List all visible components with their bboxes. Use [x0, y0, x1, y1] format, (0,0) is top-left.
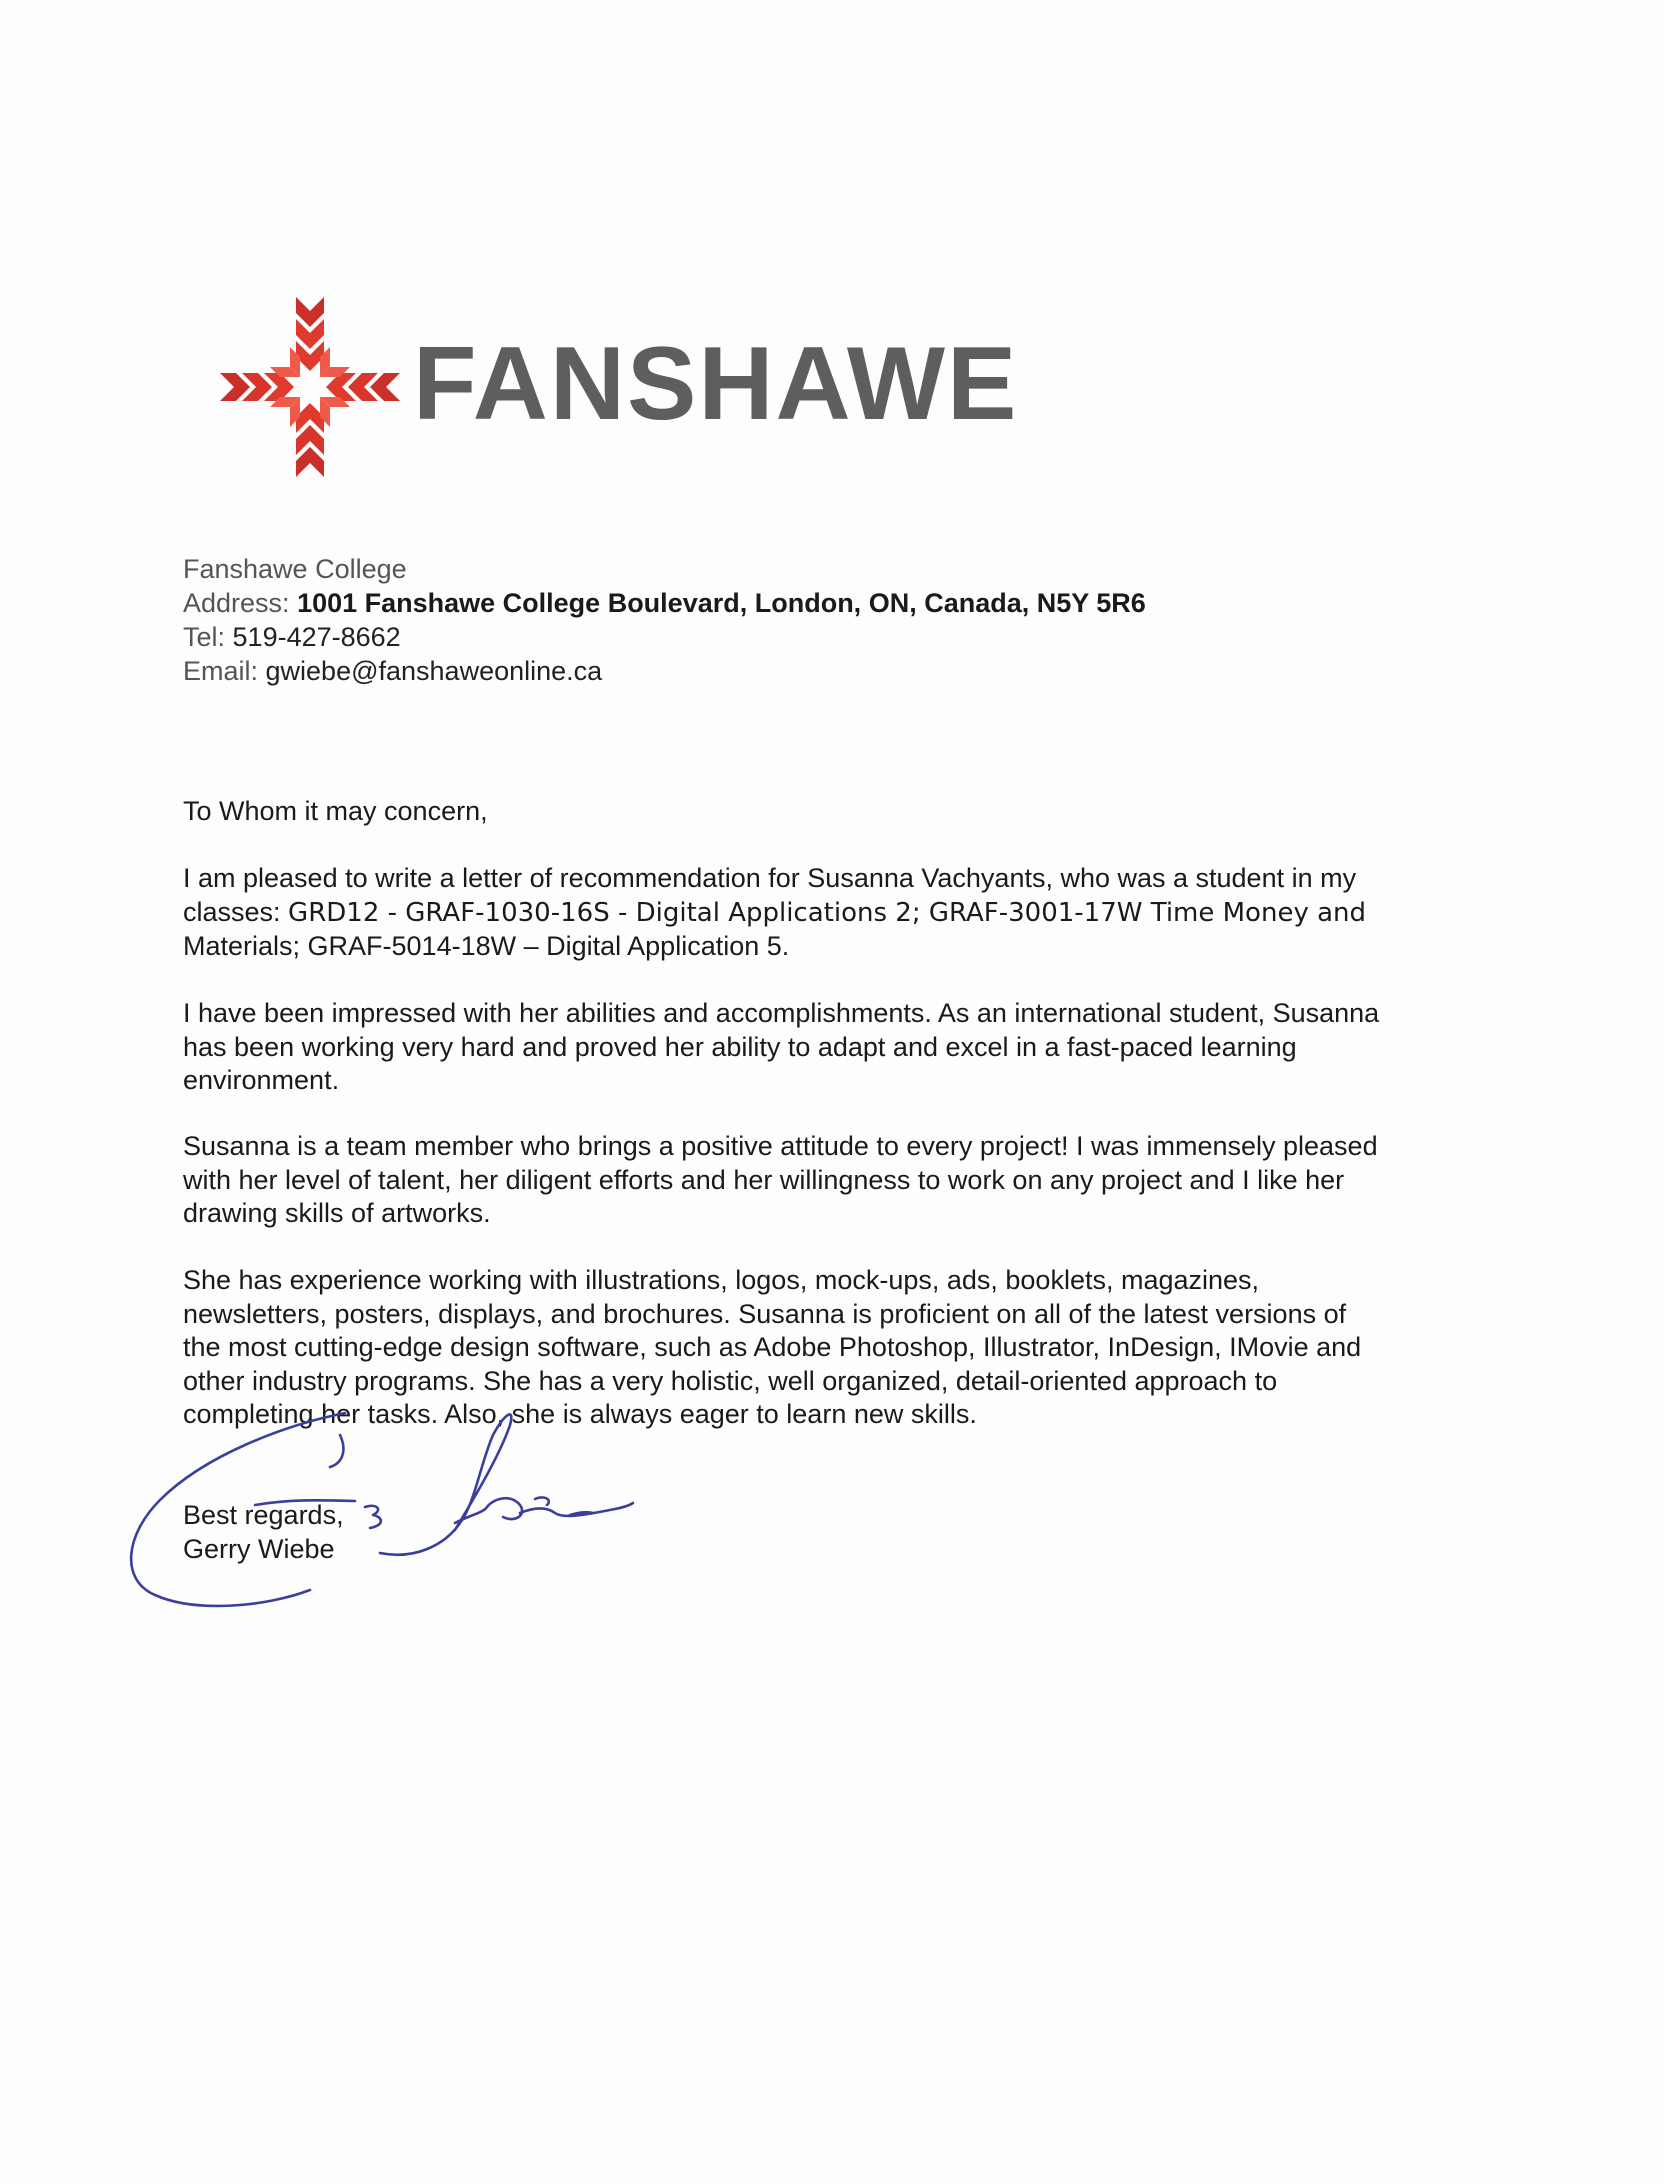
tel-row: [183, 620, 1146, 654]
course-list: GRD12 - GRAF-1030-16S - Digital Applications 2; GRAF-3001-17W Time Money and: [288, 897, 1367, 928]
paragraph-line: completing her tasks. Also, she is always eager to learn new skills.: [183, 1399, 977, 1429]
tel-label: Tel:: [183, 622, 233, 652]
email-row: [183, 654, 1146, 688]
logo-wordmark: FANSHAWE: [413, 326, 1019, 442]
college-name: Fanshawe College: [183, 554, 407, 584]
paragraph-line: with her level of talent, her diligent efforts and her willingness to work on any project and I like her: [183, 1164, 1345, 1195]
address-value: 1001 Fanshawe College Boulevard, London, ON, Canada, N5Y 5R6: [297, 588, 1146, 618]
address-block: [183, 552, 1146, 688]
classes-prefix: classes:: [183, 896, 289, 927]
paragraph-line: drawing skills of artworks.: [183, 1198, 491, 1228]
closing-block: [183, 1499, 1503, 1566]
paragraph-1: [183, 862, 1503, 964]
closing-text: Best regards,: [183, 1500, 344, 1530]
paragraph-line: other industry programs. She has a very holistic, well organized, detail-oriented approach to: [183, 1365, 1278, 1396]
paragraph-4: [183, 1264, 1503, 1432]
paragraph-line: has been working very hard and proved her ability to adapt and excel in a fast-paced learning: [183, 1031, 1297, 1062]
paragraph-line: [183, 896, 1503, 931]
paragraph-3: [183, 1130, 1503, 1231]
fanshawe-logo: [215, 292, 1035, 482]
paragraph-line: newsletters, posters, displays, and brochures. Susanna is proficient on all of the latest versions of: [183, 1298, 1347, 1329]
fanshawe-snowflake-icon: [215, 292, 405, 482]
paragraph-line: I have been impressed with her abilities and accomplishments. As an international student, Susanna: [183, 998, 1380, 1028]
paragraph-line: I am pleased to write a letter of recommendation for Susanna Vachyants, who was a student in my: [183, 863, 1357, 893]
paragraph-line: the most cutting-edge design software, such as Adobe Photoshop, Illustrator, InDesign, IMovie and: [183, 1332, 1362, 1362]
address-label: Address:: [183, 588, 298, 618]
paragraph-line: Susanna is a team member who brings a positive attitude to every project! I was immensely pleased: [183, 1131, 1378, 1161]
paragraph-line: environment.: [183, 1065, 340, 1095]
email-label: Email:: [183, 656, 266, 686]
tel-value: 519-427-8662: [232, 622, 401, 652]
paragraph-line: She has experience working with illustrations, logos, mock-ups, ads, booklets, magazines,: [183, 1265, 1260, 1295]
email-value: gwiebe@fanshaweonline.ca: [265, 656, 603, 686]
paragraph-line: Materials; GRAF-5014-18W – Digital Application 5.: [183, 931, 790, 961]
address-row: [183, 586, 1146, 620]
paragraph-2: [183, 997, 1503, 1098]
signer-name: Gerry Wiebe: [183, 1533, 335, 1564]
salutation: To Whom it may concern,: [183, 796, 488, 826]
